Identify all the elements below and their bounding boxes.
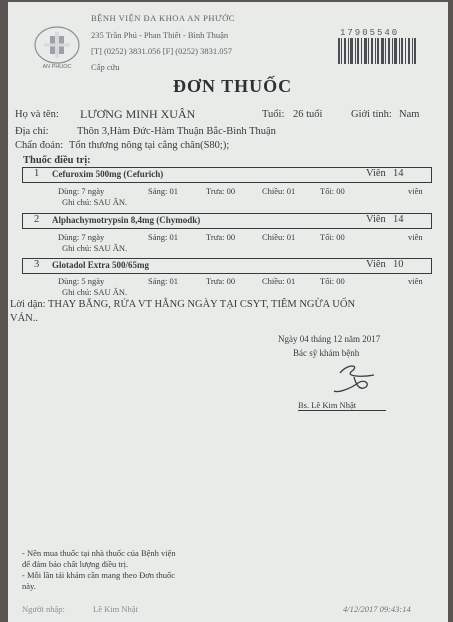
medicine-night: Tối: 00	[320, 186, 345, 196]
medicine-noon: Trưa: 00	[206, 186, 236, 196]
medicine-name: Alphachymotrypsin 8,4mg (Chymodk)	[52, 215, 201, 225]
medicine-morning: Sáng: 01	[148, 186, 178, 196]
medicine-afternoon: Chiều: 01	[262, 276, 296, 286]
medicine-qty: 14	[393, 214, 404, 225]
medicine-noon: Trưa: 00	[206, 276, 236, 286]
medicine-no: 2	[34, 214, 40, 225]
medicine-dose-unit: viên	[408, 276, 423, 286]
medicine-night: Tối: 00	[320, 276, 345, 286]
barcode-number: 17905540	[340, 28, 400, 38]
gender-label: Giới tính:	[351, 109, 392, 120]
patient-address: Thôn 3,Hàm Đức-Hàm Thuận Bắc-Bình Thuận	[77, 126, 276, 137]
medicine-unit: Viên	[366, 214, 386, 225]
prescription-paper	[8, 2, 448, 622]
doctor-signature	[330, 357, 390, 397]
page-title: ĐƠN THUỐC	[173, 76, 293, 96]
medicine-no: 3	[34, 259, 40, 270]
logo-caption: AN PHUOC	[42, 64, 72, 70]
hospital-name: BỆNH VIỆN ĐA KHOA AN PHƯỚC	[91, 13, 235, 23]
medicine-noon: Trưa: 00	[206, 232, 236, 242]
medicine-night: Tối: 00	[320, 232, 345, 242]
medicine-afternoon: Chiều: 01	[262, 186, 296, 196]
prescriber-name: Lê Kim Nhật	[93, 604, 138, 614]
doctor-title: Bác sỹ khám bệnh	[293, 348, 360, 358]
medicine-dose-unit: viên	[408, 186, 423, 196]
medicine-afternoon: Chiều: 01	[262, 232, 296, 242]
patient-age: 26 tuổi	[293, 109, 323, 120]
hospital-address: 235 Trần Phú - Phan Thiết - Bình Thuận	[91, 30, 229, 40]
medicine-name: Cefuroxim 500mg (Cefurich)	[52, 169, 164, 179]
advice-line-2: VÁN..	[10, 313, 38, 324]
print-timestamp: 4/12/2017 09:43:14	[343, 604, 411, 614]
barcode	[338, 38, 416, 64]
footer-note-3: - Mỗi lần tái khám cần mang theo Đơn thuốc	[22, 570, 175, 580]
prescription-date: Ngày 04 tháng 12 năm 2017	[278, 334, 381, 344]
medicine-dose-unit: viên	[408, 232, 423, 242]
medicine-qty: 10	[393, 259, 404, 270]
footer-note-1: - Nên mua thuốc tại nhà thuốc của Bệnh viện	[22, 548, 176, 558]
medicine-days: Dùng: 7 ngày	[58, 232, 105, 242]
medicine-name: Glotadol Extra 500/65mg	[52, 260, 149, 270]
medicine-days: Dùng: 7 ngày	[58, 186, 105, 196]
medicine-qty: 14	[393, 168, 404, 179]
address-label: Địa chỉ:	[15, 126, 49, 137]
medicine-note: Ghi chú: SAU ĂN.	[62, 287, 128, 297]
treatment-label: Thuốc điều trị:	[23, 155, 91, 166]
medicine-unit: Viên	[366, 259, 386, 270]
footer-note-2: để đảm bảo chất lượng điều trị.	[22, 559, 129, 569]
medicine-note: Ghi chú: SAU ĂN.	[62, 197, 128, 207]
medicine-unit: Viên	[366, 168, 386, 179]
patient-gender: Nam	[399, 109, 420, 120]
medicine-morning: Sáng: 01	[148, 232, 178, 242]
diagnosis-label: Chẩn đoán:	[15, 140, 64, 151]
medicine-days: Dùng: 5 ngày	[58, 276, 105, 286]
prescriber-label: Người nhập:	[22, 604, 65, 614]
age-label: Tuổi:	[262, 109, 285, 120]
hospital-logo	[28, 24, 86, 70]
department: Cấp cứu	[91, 62, 120, 72]
footer-note-4: này.	[22, 581, 36, 591]
patient-name: LƯƠNG MINH XUÂN	[80, 107, 196, 121]
medicine-no: 1	[34, 168, 40, 179]
signature-underline	[298, 410, 386, 411]
medicine-note: Ghi chú: SAU ĂN.	[62, 243, 128, 253]
name-label: Họ và tên:	[15, 109, 59, 120]
advice-line-1: Lời dặn: THAY BĂNG, RỬA VT HẰNG NGÀY TẠI CSYT, TIÊM NGỪA UỐN	[10, 299, 356, 310]
medicine-morning: Sáng: 01	[148, 276, 178, 286]
doctor-name: Bs. Lê Kim Nhật	[298, 400, 357, 410]
patient-diagnosis: Tổn thương nông tại cẳng chân(S80;);	[69, 140, 230, 151]
hospital-phone: [T] (0252) 3831.056 [F] (0252) 3831.057	[91, 46, 232, 56]
